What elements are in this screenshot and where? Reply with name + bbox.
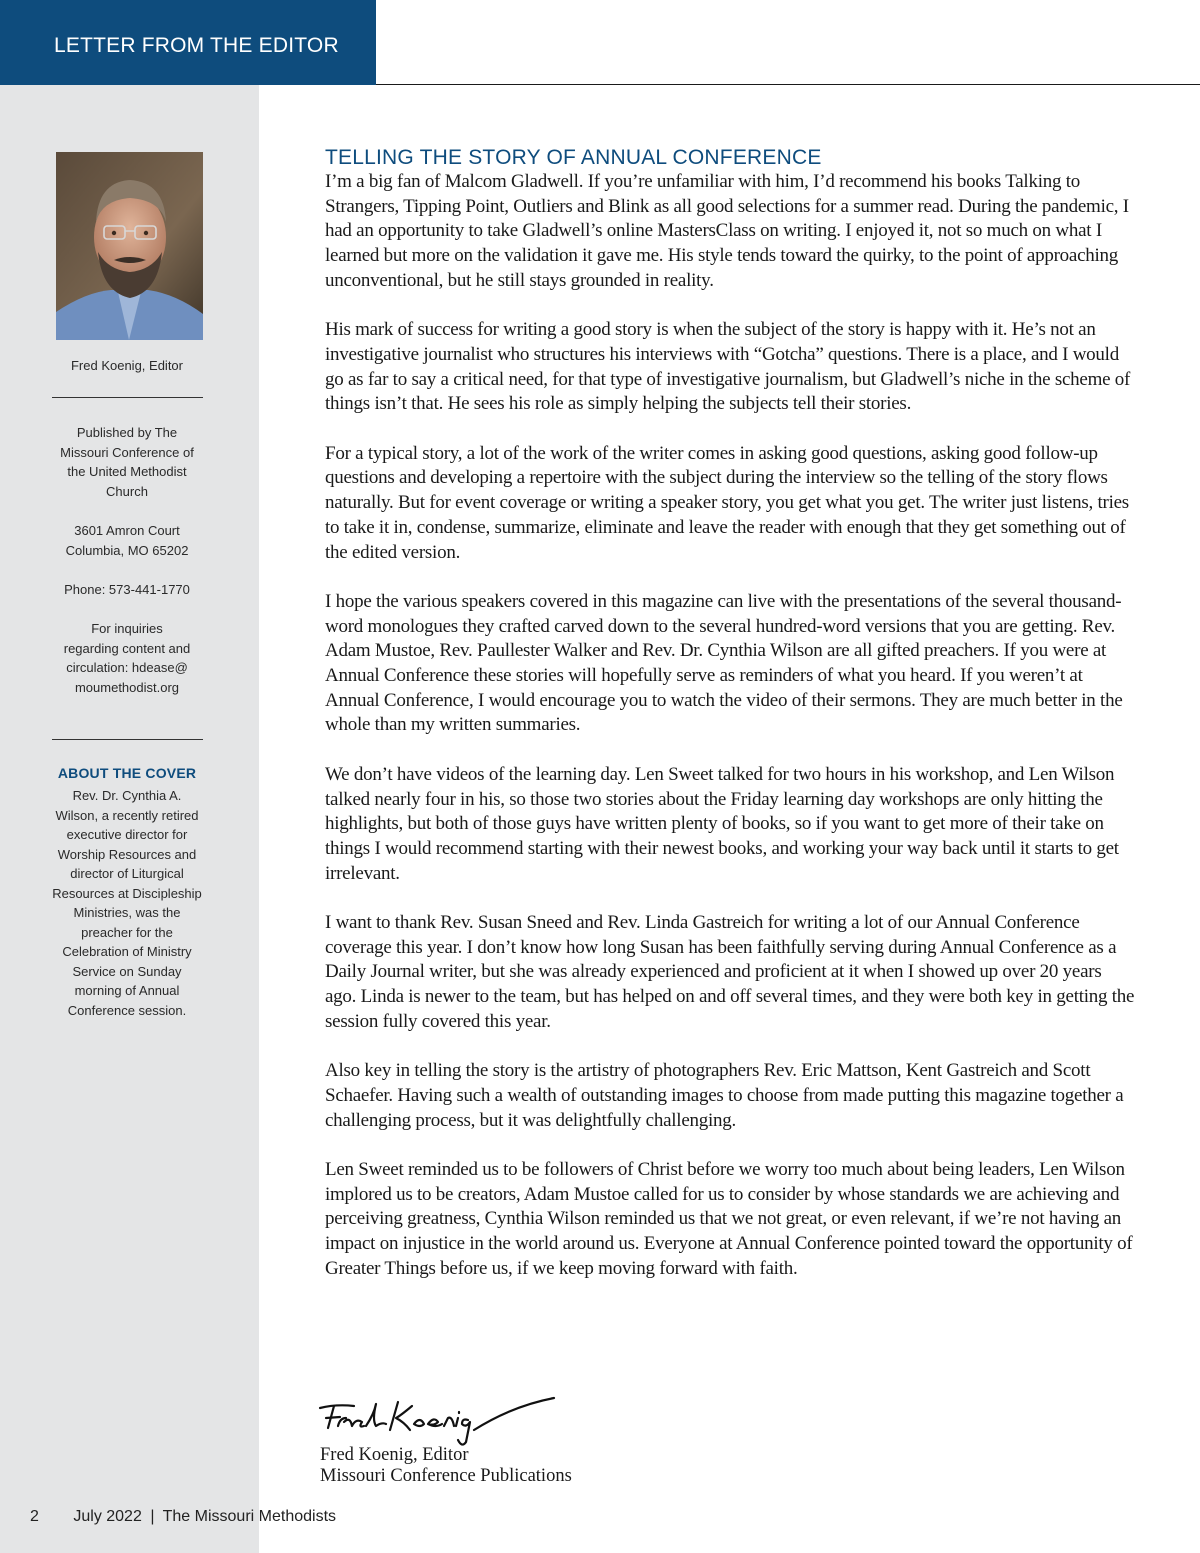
article-paragraph: For a typical story, a lot of the work of the writer comes in asking good questions, asking good follow-up questions and developing a repertoire with the subject during the interview so the telling of the story flows naturally. But for event coverage or writing a speaker story, you get what you get. The writer just listens, tries to take it in, condense, summarize, eliminate and leave the reader with enough that they get something out of the edited version. xyxy=(325,442,1129,563)
header-divider xyxy=(376,84,1200,85)
about-cover-text: Rev. Dr. Cynthia A. Wilson, a recently retired executive director for Worship Resources and director of Liturgical Resources at Discipleship Ministries, was the preacher for the Celebration of Ministry Service on Sunday morning of Annual Conference session. xyxy=(52,788,202,1018)
publisher-info: Published by The Missouri Conference of the United Methodist Church xyxy=(60,425,194,499)
article-paragraph: Also key in telling the story is the artistry of photographers Rev. Eric Mattson, Kent Gastreich and Scott Schaefer. Having such a wealth of outstanding images to choose from made putting this magazine together a challenging process, but it was delightfully challenging. xyxy=(325,1060,1124,1131)
signature-organization: Missouri Conference Publications xyxy=(320,1466,572,1486)
article-paragraph: We don’t have videos of the learning day. Len Sweet talked for two hours in his workshop, and Len Wilson talked nearly four in his, so those two stories about the Friday learning day workshops are only hitting the highlights, but both of those guys have written plenty of books, so if you want to get more of their take on things I would recommend starting with their newest books, and working your way back until it starts to get irrelevant. xyxy=(325,763,1119,884)
section-header-band xyxy=(0,0,376,85)
article-paragraph: I hope the various speakers covered in this magazine can live with the presentations of the several thousand-word monologues they crafted carved down to the several hundred-word versions that you are getting. Rev. Adam Mustoe, Rev. Paullester Walker and Rev. Dr. Cynthia Wilson are all gifted preachers. If you were at Annual Conference these stories will hopefully serve as reminders of what you heard. If you weren’t at Annual Conference, I would encourage you to watch the video of their sermons. They are much better in the whole than my written summaries. xyxy=(325,590,1123,736)
article-paragraph: His mark of success for writing a good story is when the subject of the story is happy with it. He’s not an investigative journalist who structures his interviews with “Gotcha” questions. There is a place, and I would go as far to say a critical need, for that type of investigative journalism, but Gladwell’s niche in the scheme of things isn’t that. He sees his role as simply helping the subjects tell their stories. xyxy=(325,319,1131,415)
address-line-2: Columbia, MO 65202 xyxy=(65,543,189,558)
article-body xyxy=(325,146,1135,1306)
sidebar-divider xyxy=(52,397,203,398)
photo-caption: Fred Koenig, Editor xyxy=(70,358,183,373)
sidebar-divider xyxy=(52,739,203,740)
inquiries-info: For inquiries regarding content and circulation: hdease@ moumethodist.org xyxy=(63,621,191,695)
article-paragraph: I’m a big fan of Malcom Gladwell. If you’re unfamiliar with him, I’d recommend his books Talking to Strangers, Tipping Point, Outliers and Blink as all good selections for a summer read. During the pandemic, I had an opportunity to take Gladwell’s online MastersClass on writing. I enjoyed it, not so much on what I learned but more on the validation it gave me. His style tends toward the quirky, to the point of approaching unconventional, but he still stays grounded in reality. xyxy=(325,171,1129,291)
phone-number: Phone: 573-441-1770 xyxy=(64,582,190,597)
page-number: 2 xyxy=(30,1508,39,1525)
footer-separator: | xyxy=(150,1508,155,1525)
article-headline: TELLING THE STORY OF ANNUAL CONFERENCE xyxy=(325,146,822,169)
article-paragraph: I want to thank Rev. Susan Sneed and Rev. Linda Gastreich for writing a lot of our Annual Conference coverage this year. I don’t know how long Susan has been faithfully serving during Annual Conference as a Daily Journal writer, but she was already experienced and proficient at it when I showed up over 20 years ago. Linda is newer to the team, but has helped on and off several times, and they were both key in getting the session fully covered this year. xyxy=(325,912,1135,1032)
about-cover-title: ABOUT THE COVER xyxy=(57,765,197,781)
signature-name: Fred Koenig, Editor xyxy=(320,1445,469,1465)
publication-name: The Missouri Methodists xyxy=(162,1508,337,1525)
section-label: LETTER FROM THE EDITOR xyxy=(54,34,339,57)
page-footer xyxy=(30,1508,340,1526)
editor-photo xyxy=(56,152,203,340)
issue-date: July 2022 xyxy=(73,1508,142,1525)
address-line-1: 3601 Amron Court xyxy=(74,523,180,538)
article-paragraph: Len Sweet reminded us to be followers of Christ before we worry too much about being leaders, Len Wilson implored us to be creators, Adam Mustoe called for us to consider by whose standards we are achieving and perceiving greatness, Cynthia Wilson reminded us that we not great, or even relevant, if we’re not having an impact on injustice in the world around us. Everyone at Annual Conference pointed toward the opportunity of Greater Things before us, if we keep moving forward with faith. xyxy=(325,1159,1133,1279)
